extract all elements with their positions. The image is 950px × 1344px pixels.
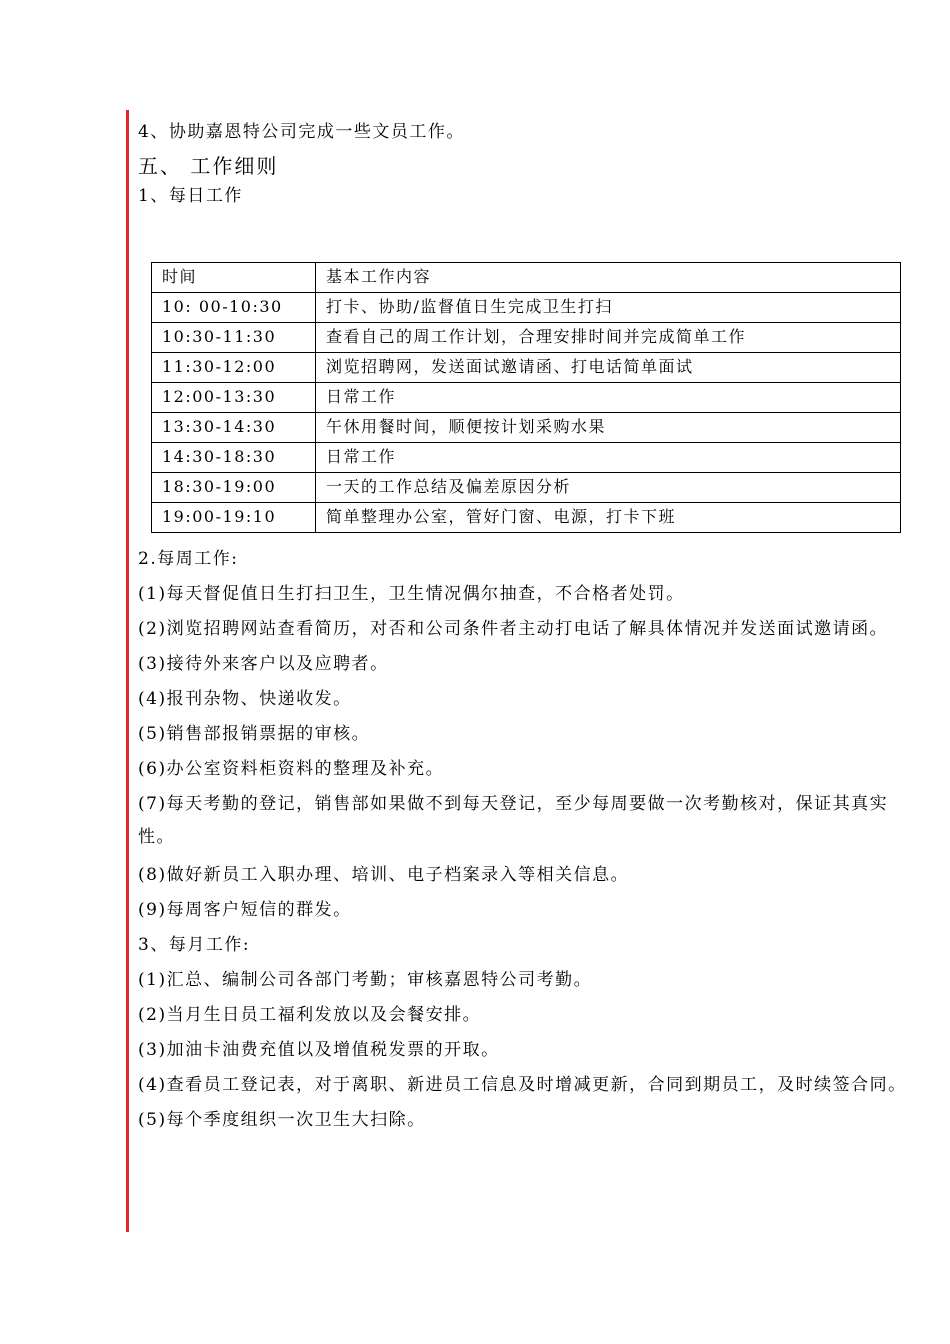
- section-heading: 五、 工作细则: [138, 154, 279, 178]
- row-task: 查看自己的周工作计划，合理安排时间并完成简单工作: [316, 323, 901, 353]
- document-body: [138, 122, 913, 1145]
- list-item: (2)当月生日员工福利发放以及会餐安排。: [138, 1005, 482, 1025]
- list-item: (5)每个季度组织一次卫生大扫除。: [138, 1110, 426, 1130]
- weekly-work-section: [138, 549, 913, 1145]
- list-item: (1)汇总、编制公司各部门考勤；审核嘉恩特公司考勤。: [138, 970, 593, 990]
- row-time: 18:30-19:00: [152, 473, 316, 503]
- table-row: [152, 413, 901, 443]
- list-item: (6)办公室资料柜资料的整理及补充。: [138, 759, 445, 779]
- daily-schedule-table: [151, 262, 901, 533]
- list-item: (3)加油卡油费充值以及增值税发票的开取。: [138, 1040, 500, 1060]
- row-time: 13:30-14:30: [152, 413, 316, 443]
- table-header-row: [152, 263, 901, 293]
- list-item: (9)每周客户短信的群发。: [138, 900, 352, 920]
- table-row: [152, 383, 901, 413]
- row-task: 一天的工作总结及偏差原因分析: [316, 473, 901, 503]
- margin-red-rule: [126, 110, 129, 1232]
- daily-schedule-table-wrap: [151, 262, 901, 533]
- row-task: 浏览招聘网，发送面试邀请函、打电话简单面试: [316, 353, 901, 383]
- list-item: (3)接待外来客户以及应聘者。: [138, 654, 389, 674]
- header-task: 基本工作内容: [316, 263, 901, 293]
- monthly-work-title: 3、每月工作:: [138, 935, 251, 955]
- list-item-continuation: 性。: [138, 827, 175, 847]
- row-time: 19:00-19:10: [152, 503, 316, 533]
- row-task: 午休用餐时间，顺便按计划采购水果: [316, 413, 901, 443]
- weekly-work-title: 2.每周工作:: [138, 549, 239, 569]
- list-item: (5)销售部报销票据的审核。: [138, 724, 371, 744]
- intro-line: 4、协助嘉恩特公司完成一些文员工作。: [138, 122, 465, 142]
- row-time: 11:30-12:00: [152, 353, 316, 383]
- list-item: (4)查看员工登记表，对于离职、新进员工信息及时增减更新，合同到期员工，及时续签合同。: [138, 1075, 907, 1095]
- row-task: 日常工作: [316, 443, 901, 473]
- list-item: (4)报刊杂物、快递收发。: [138, 689, 352, 709]
- list-item: (8)做好新员工入职办理、培训、电子档案录入等相关信息。: [138, 865, 630, 885]
- row-time: 14:30-18:30: [152, 443, 316, 473]
- list-item: (1)每天督促值日生打扫卫生，卫生情况偶尔抽查，不合格者处罚。: [138, 584, 685, 604]
- table-row: [152, 473, 901, 503]
- row-time: 10: 00-10:30: [152, 293, 316, 323]
- table-row: [152, 293, 901, 323]
- row-time: 10:30-11:30: [152, 323, 316, 353]
- row-task: 简单整理办公室，管好门窗、电源，打卡下班: [316, 503, 901, 533]
- row-task: 打卡、协助/监督值日生完成卫生打扫: [316, 293, 901, 323]
- header-time: 时间: [152, 263, 316, 293]
- row-task: 日常工作: [316, 383, 901, 413]
- list-item: (2)浏览招聘网站查看简历，对否和公司条件者主动打电话了解具体情况并发送面试邀请函。: [138, 619, 889, 639]
- table-row: [152, 353, 901, 383]
- table-row: [152, 443, 901, 473]
- daily-work-title: 1、每日工作: [138, 186, 243, 206]
- table-row: [152, 323, 901, 353]
- row-time: 12:00-13:30: [152, 383, 316, 413]
- list-item: (7)每天考勤的登记，销售部如果做不到每天登记，至少每周要做一次考勤核对，保证其真实: [138, 794, 889, 814]
- table-row: [152, 503, 901, 533]
